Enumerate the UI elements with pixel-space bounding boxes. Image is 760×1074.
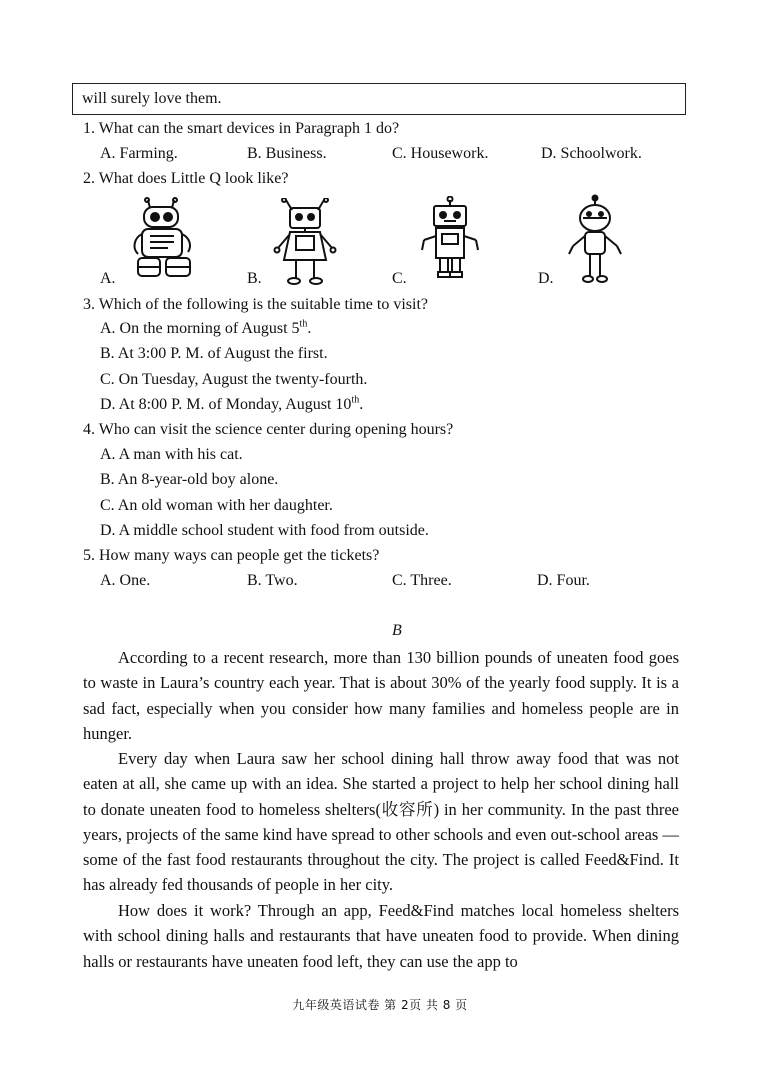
boxed-text: will surely love them. [72, 83, 686, 115]
q3-option-a: A. On the morning of August 5th. [100, 318, 312, 337]
q3-option-d: D. At 8:00 P. M. of Monday, August 10th. [100, 394, 364, 413]
q3-option-c: C. On Tuesday, August the twenty-fourth. [100, 371, 368, 388]
paragraph-2: Every day when Laura saw her school dining hall throw away food that was not eaten at all, she came up with an idea. She started a project to help her school dining hall to donate uneaten food to homeless shelters(收容所) in her community. In the past three years, projects of the same kind have spread to other schools and even out-school areas — some of the fast food restaurants throughout the city. The project is called Feed&Find. It has already fed thousands of people in her city. [83, 749, 679, 895]
q5-option-c: C. Three. [392, 572, 452, 589]
q2-option-a: A. [100, 270, 116, 287]
question-5: 5. How many ways can people get the tickets? [83, 547, 380, 564]
q4-option-d: D. A middle school student with food from outside. [100, 522, 429, 539]
robot-d-icon [563, 194, 627, 286]
question-4: 4. Who can visit the science center during opening hours? [83, 421, 454, 438]
q2-option-b: B. [247, 270, 262, 287]
question-1: 1. What can the smart devices in Paragraph 1 do? [83, 120, 400, 137]
q4-option-b: B. An 8-year-old boy alone. [100, 471, 279, 488]
q5-option-b: B. Two. [247, 572, 298, 589]
robot-b-icon [272, 198, 338, 288]
robot-a-icon [128, 196, 200, 282]
page-footer: 九年级英语试卷 第 2页 共 8 页 [292, 998, 468, 1012]
question-2: 2. What does Little Q look like? [83, 170, 289, 187]
q4-option-c: C. An old woman with her daughter. [100, 497, 333, 514]
paragraph-3: How does it work? Through an app, Feed&Find matches local homeless shelters with school dining halls and restaurants that have uneaten food to provide. When dining halls or restaurants have uneaten food left, they can use the app to [83, 901, 679, 971]
q3-option-b: B. At 3:00 P. M. of August the first. [100, 345, 328, 362]
question-3: 3. Which of the following is the suitable time to visit? [83, 296, 428, 313]
q1-option-a: A. Farming. [100, 145, 178, 162]
q5-option-a: A. One. [100, 572, 151, 589]
q2-option-c: C. [392, 270, 407, 287]
section-title: B [392, 622, 402, 639]
q2-option-d: D. [538, 270, 554, 287]
q5-option-d: D. Four. [537, 572, 590, 589]
q1-option-c: C. Housework. [392, 145, 489, 162]
q1-option-d: D. Schoolwork. [541, 145, 642, 162]
paragraph-1: According to a recent research, more than 130 billion pounds of uneaten food goes to waste in Laura’s country each year. That is about 30% of the yearly food supply. It is a sad fact, especially when you consider how many families and homeless people are in hunger. [83, 648, 679, 743]
robot-c-icon [418, 196, 482, 280]
q4-option-a: A. A man with his cat. [100, 446, 243, 463]
q1-option-b: B. Business. [247, 145, 327, 162]
